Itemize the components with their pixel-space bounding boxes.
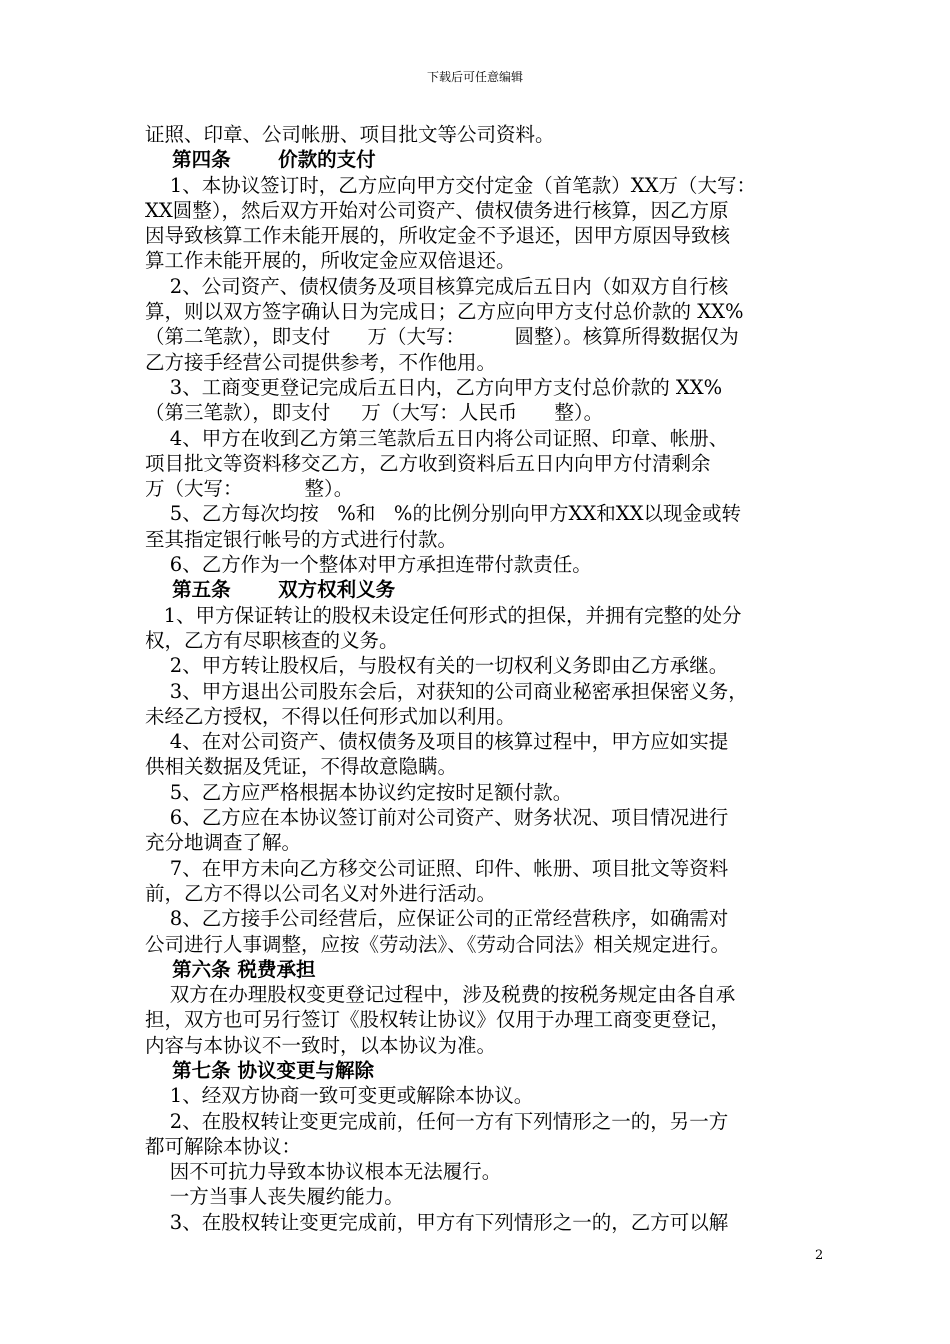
text-line: 1、经双方协商一致可变更或解除本协议。 [145, 1084, 534, 1108]
page-header-note: 下载后可任意编辑 [426, 70, 523, 84]
section-heading-article-4: 第四条 价款的支付 [145, 148, 376, 172]
text-line: 因导致核算工作未能开展的，所收定金不予退还，因甲方原因导致核 [145, 224, 731, 248]
text-line: 乙方接手经营公司提供参考，不作他用。 [145, 350, 497, 374]
text-line: 前，乙方不得以公司名义对外进行活动。 [145, 881, 497, 905]
text-line: 权，乙方有尽职核查的义务。 [145, 628, 399, 652]
text-line: 3、在股权转让变更完成前，甲方有下列情形之一的，乙方可以解 [145, 1210, 729, 1234]
text-line: 3、甲方退出公司股东会后，对获知的公司商业秘密承担保密义务， [145, 679, 748, 703]
section-heading-article-5: 第五条 双方权利义务 [145, 578, 396, 602]
text-line: 一方当事人丧失履约能力。 [145, 1185, 404, 1209]
text-line: 充分地调查了解。 [145, 831, 302, 855]
text-line: 5、乙方应严格根据本协议约定按时足额付款。 [145, 780, 573, 804]
text-line: 2、甲方转让股权后，与股权有关的一切权利义务即由乙方承继。 [145, 654, 729, 678]
text-line: 算，则以双方签字确认日为完成日；乙方应向甲方支付总价款的 XX% [145, 300, 744, 324]
text-line: 2、在股权转让变更完成前，任何一方有下列情形之一的，另一方 [145, 1109, 729, 1133]
text-line: 公司进行人事调整，应按《劳动法》、《劳动合同法》相关规定进行。 [145, 932, 731, 956]
text-line: 算工作未能开展的，所收定金应双倍退还。 [145, 249, 516, 273]
text-line: 双方在办理股权变更登记过程中，涉及税费的按税务规定由各自承 [145, 983, 736, 1007]
text-line: 7、在甲方未向乙方移交公司证照、印件、帐册、项目批文等资料 [145, 856, 729, 880]
text-line: 2、公司资产、债权债务及项目核算完成后五日内（如双方自行核 [145, 274, 729, 298]
text-line: 万（大写： 整）。 [145, 477, 354, 501]
text-line: 供相关数据及凭证，不得故意隐瞒。 [145, 755, 458, 779]
section-heading-article-6: 第六条 税费承担 [145, 957, 316, 981]
text-line: 3、工商变更登记完成后五日内，乙方向甲方支付总价款的 XX% [145, 375, 723, 399]
text-line: 至其指定银行帐号的方式进行付款。 [145, 527, 458, 551]
text-line: XX圆整），然后双方开始对公司资产、债权债务进行核算，因乙方原 [145, 198, 729, 222]
text-line: 1、甲方保证转让的股权未设定任何形式的担保，并拥有完整的处分 [145, 603, 742, 627]
text-line: 4、甲方在收到乙方第三笔款后五日内将公司证照、印章、帐册、 [145, 426, 729, 450]
text-line: 6、乙方应在本协议签订前对公司资产、财务状况、项目情况进行 [145, 806, 729, 830]
text-line: 4、在对公司资产、债权债务及项目的核算过程中，甲方应如实提 [145, 730, 729, 754]
text-line: 6、乙方作为一个整体对甲方承担连带付款责任。 [145, 553, 592, 577]
text-line: 因不可抗力导致本协议根本无法履行。 [145, 1160, 502, 1184]
text-line: 证照、印章、公司帐册、项目批文等公司资料。 [145, 123, 555, 146]
document-body [145, 122, 845, 1235]
text-line: 5、乙方每次均按 %和 %的比例分别向甲方XX和XX以现金或转 [145, 502, 741, 526]
text-line: 8、乙方接手公司经营后，应保证公司的正常经营秩序，如确需对 [145, 907, 729, 931]
text-line: （第二笔款），即支付 万（大写： 圆整）。核算所得数据仅为 [145, 325, 739, 349]
text-line: （第三笔款），即支付 万（大写：人民币 整）。 [145, 401, 604, 425]
section-heading-article-7: 第七条 协议变更与解除 [145, 1058, 374, 1082]
text-line: 内容与本协议不一致时，以本协议为准。 [145, 1033, 497, 1057]
text-line: 1、本协议签订时，乙方应向甲方交付定金（首笔款）XX万（大写： [145, 173, 756, 197]
page-number: 2 [815, 1248, 824, 1263]
text-line: 项目批文等资料移交乙方，乙方收到资料后五日内向甲方付清剩余 [145, 451, 711, 475]
text-line: 担，双方也可另行签订《股权转让协议》仅用于办理工商变更登记， [145, 1008, 731, 1032]
text-line: 都可解除本协议： [145, 1134, 302, 1158]
text-line: 未经乙方授权，不得以任何形式加以利用。 [145, 704, 516, 728]
